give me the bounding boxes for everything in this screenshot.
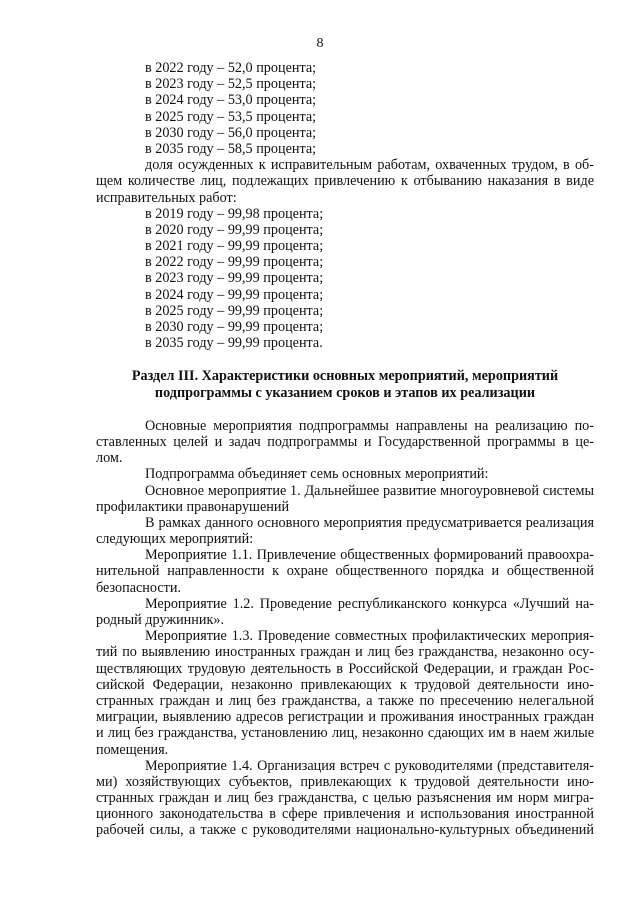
- paragraph-line: щем количестве лиц, подлежащих привлечению к отбыванию наказания в виде: [96, 173, 594, 190]
- list-item: в 2022 году – 52,0 процента;: [145, 60, 317, 76]
- paragraph-line: Мероприятие 1.2. Проведение республиканского конкурса «Лучший на-: [145, 595, 594, 612]
- paragraph-activity-1-2: [96, 596, 594, 628]
- document-body: [96, 60, 594, 839]
- list-item: в 2025 году – 53,5 процента;: [145, 108, 317, 125]
- list-item: в 2021 году – 99,99 процента;: [145, 238, 324, 255]
- paragraph-line: странных граждан и лиц без гражданства, с целью разъяснения им норм мигра-: [96, 790, 594, 807]
- paragraph-line: Подпрограмма объединяет семь основных мероприятий:: [145, 466, 489, 483]
- paragraph-line: Мероприятие 1.1. Привлечение общественных формирований правоохра-: [145, 547, 594, 564]
- paragraph-within: [96, 515, 594, 547]
- paragraph-line: родный дружинник».: [96, 612, 224, 628]
- paragraph-line: тий по выявлению иностранных граждан и лиц без гражданства, незаконно осу-: [96, 644, 594, 661]
- list-item: в 2024 году – 99,99 процента;: [145, 286, 324, 303]
- heading-line: подпрограммы с указанием сроков и этапов их реализации: [154, 384, 536, 401]
- list-item: в 2024 году – 53,0 процента;: [145, 92, 317, 109]
- paragraph-line: следующих мероприятий:: [96, 531, 254, 548]
- paragraph-line: миграции, выявлению адресов регистрации и проживания иностранных граждан: [96, 709, 594, 726]
- paragraph-seven-activities: [96, 466, 594, 482]
- section-heading: [96, 368, 594, 400]
- list-item: в 2023 году – 99,99 процента;: [145, 270, 324, 287]
- paragraph-line: профилактики правонарушений: [96, 498, 290, 515]
- list-item: в 2025 году – 99,99 процента;: [145, 302, 324, 319]
- paragraph-main-activity-1: [96, 483, 594, 515]
- page-number: 8: [316, 36, 324, 51]
- paragraph-line: сийской Федерации, незаконно привлекающих к трудовой деятельности ино-: [96, 676, 594, 693]
- paragraph-line: исправительных работ:: [96, 189, 237, 206]
- paragraph-line: безопасности.: [96, 579, 181, 596]
- indicator-paragraph: [96, 157, 594, 206]
- list-item: в 2030 году – 56,0 процента;: [145, 124, 317, 141]
- paragraph-line: лом.: [96, 450, 123, 467]
- paragraph-line: ми) хозяйствующих субъектов, привлекающих к трудовой деятельности ино-: [96, 773, 594, 790]
- paragraph-line: ществляющих трудовую деятельность в Российской Федерации, и граждан Рос-: [96, 660, 594, 677]
- paragraph-line: Мероприятие 1.4. Организация встреч с руководителями (представителя-: [145, 757, 594, 774]
- paragraph-line: нительной направленности к охране общественного порядка и общественной: [96, 563, 594, 580]
- list-item: в 2022 году – 99,99 процента;: [145, 254, 324, 271]
- spacer: [96, 401, 594, 418]
- paragraph-line: и лиц без гражданства, установлению лиц, незаконно сдающих им в наем жилые: [96, 725, 594, 742]
- paragraph-line: Основные мероприятия подпрограммы направлены на реализацию по-: [145, 417, 594, 434]
- paragraph-main-activities: [96, 418, 594, 467]
- paragraph-line: рабочей силы, а также с руководителями национально-культурных объединений: [96, 822, 594, 839]
- paragraph-line: Мероприятие 1.3. Проведение совместных профилактических мероприя-: [145, 628, 594, 645]
- list-item: в 2019 году – 99,98 процента;: [145, 205, 324, 222]
- paragraph-line: помещения.: [96, 741, 169, 758]
- paragraph-line: ставленных целей и задач подпрограммы и Государственной программы в це-: [96, 433, 594, 450]
- heading-line: Раздел III. Характеристики основных мероприятий, мероприятий: [131, 368, 559, 385]
- labor-percentage-list: [96, 206, 594, 352]
- paragraph-activity-1-3: [96, 628, 594, 758]
- paragraph-line: Основное мероприятие 1. Дальнейшее развитие многоуровневой системы: [145, 482, 594, 499]
- paragraph-line: ционного законодательства в сфере привлечения и использования иностранной: [96, 806, 594, 823]
- list-item: в 2035 году – 99,99 процента.: [145, 335, 323, 352]
- list-item: в 2035 году – 58,5 процента;: [145, 140, 317, 157]
- paragraph-line: В рамках данного основного мероприятия предусматривается реализация: [145, 514, 594, 531]
- paragraph-line: доля осужденных к исправительным работам, охваченных трудом, в об-: [145, 157, 594, 174]
- paragraph-activity-1-4: [96, 758, 594, 839]
- list-item: в 2023 году – 52,5 процента;: [145, 76, 317, 93]
- percentage-list-2035: [96, 60, 594, 157]
- list-item: в 2020 году – 99,99 процента;: [145, 221, 324, 238]
- list-item: в 2030 году – 99,99 процента;: [145, 319, 324, 335]
- paragraph-line: странных граждан и лиц без гражданства, а также по пресечению нелегальной: [96, 692, 594, 709]
- paragraph-activity-1-1: [96, 547, 594, 596]
